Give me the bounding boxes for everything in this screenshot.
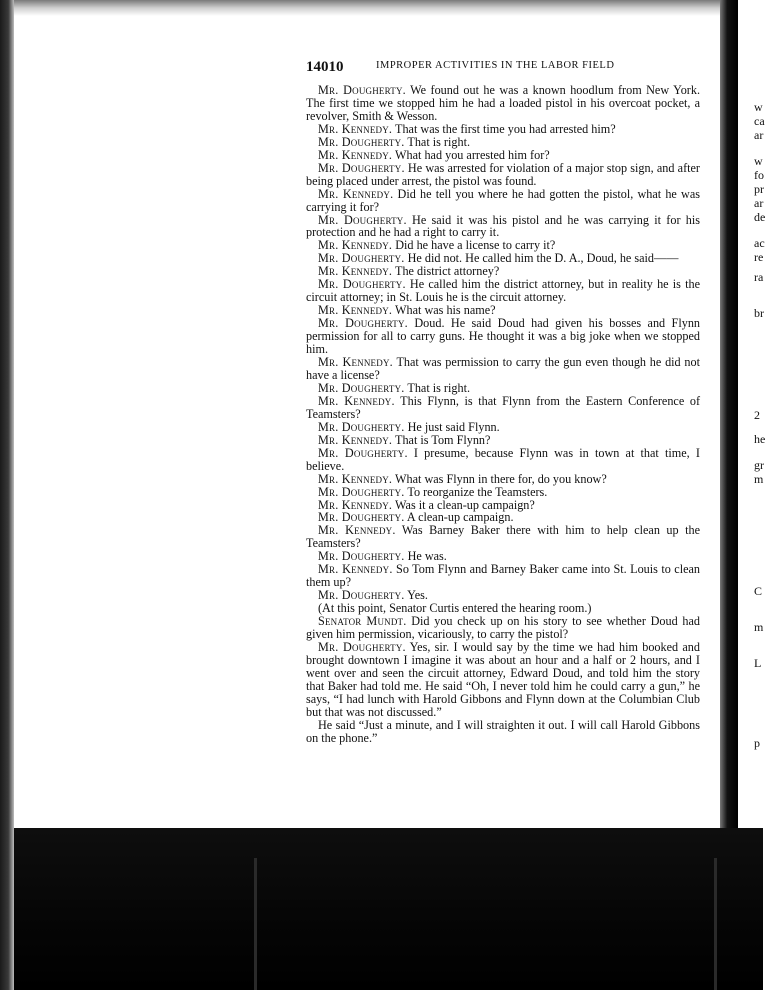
paragraph-text: That is Tom Flynn? xyxy=(395,432,491,447)
paragraph-text: To reorganize the Teamsters. xyxy=(407,484,548,499)
speaker-name: Mr. Dougherty. xyxy=(318,316,408,331)
paragraph-text: That is right. xyxy=(407,134,470,149)
speaker-name: Mr. Dougherty. xyxy=(318,419,405,434)
facing-page-fragment: w xyxy=(754,154,763,168)
speaker-name: Mr. Dougherty. xyxy=(318,83,406,97)
transcript-paragraph xyxy=(306,162,700,188)
speaker-name: Mr. Dougherty. xyxy=(318,549,405,564)
speaker-name: Mr. Kennedy. xyxy=(318,121,393,136)
facing-page-fragment: m xyxy=(754,472,764,486)
transcript-paragraph xyxy=(306,317,700,356)
paragraph-text: Yes. xyxy=(407,588,428,603)
speaker-name: Mr. Kennedy. xyxy=(318,562,393,577)
speaker-name: Mr. Dougherty. xyxy=(318,160,405,175)
facing-page-fragment: L xyxy=(754,656,762,670)
paragraph-text: He was arrested for violation of a major stop sign, and after being placed under arrest, the pistol was found. xyxy=(306,160,700,188)
scan-bottom-background xyxy=(14,828,763,990)
facing-page-fragment: fo xyxy=(754,168,764,182)
speaker-name: Mr. Kennedy. xyxy=(318,186,394,201)
speaker-name: Mr. Dougherty. xyxy=(318,484,405,499)
speaker-name: Mr. Kennedy. xyxy=(318,264,393,279)
paragraph-text: Did you check up on his story to see whether Doud had given him permission, vicariously, to carry the pistol? xyxy=(306,614,700,642)
paragraph-text: Did he have a license to carry it? xyxy=(395,238,556,253)
page-header xyxy=(306,58,706,78)
speaker-name: Mr. Dougherty. xyxy=(318,380,405,395)
facing-page-fragment: ar xyxy=(754,196,764,210)
page-top-shadow xyxy=(14,0,726,16)
speaker-name: Mr. Dougherty. xyxy=(318,134,405,149)
speaker-name: Mr. Dougherty. xyxy=(318,277,406,292)
speaker-name: Mr. Kennedy. xyxy=(318,523,396,538)
paragraph-text: He did not. He called him the D. A., Doud, he said—— xyxy=(407,251,679,266)
paragraph-text: So Tom Flynn and Barney Baker came into St. Louis to clean them up? xyxy=(306,562,700,590)
paragraph-text: (At this point, Senator Curtis entered the hearing room.) xyxy=(318,601,592,616)
speaker-name: Senator Mundt. xyxy=(318,614,407,629)
speaker-name: Mr. Kennedy. xyxy=(318,238,393,253)
transcript-paragraph xyxy=(306,278,700,304)
transcript-paragraph xyxy=(306,615,700,641)
speaker-name: Mr. Kennedy. xyxy=(318,355,393,370)
transcript-paragraph xyxy=(306,395,700,421)
speaker-name: Mr. Kennedy. xyxy=(318,303,393,318)
speaker-name: Mr. Kennedy. xyxy=(318,497,393,512)
facing-page-fragment: gr xyxy=(754,458,764,472)
paragraph-text: He said “Just a minute, and I will straighten it out. I will call Harold Gibbons on the phone.” xyxy=(306,717,700,745)
transcript-paragraph xyxy=(306,447,700,473)
speaker-name: Mr. Dougherty. xyxy=(318,588,405,603)
facing-page-fragment: m xyxy=(754,620,764,634)
speaker-name: Mr. Kennedy. xyxy=(318,471,393,486)
facing-page-fragment: ra xyxy=(754,270,764,284)
facing-page-fragment: br xyxy=(754,306,764,320)
facing-page-fragment: 2 xyxy=(754,408,760,422)
paragraph-text: This Flynn, is that Flynn from the Eastern Conference of Teamsters? xyxy=(306,393,700,421)
paragraph-text: The district attorney? xyxy=(395,264,500,279)
paragraph-text: What was Flynn in there for, do you know? xyxy=(395,471,607,486)
speaker-name: Mr. Kennedy. xyxy=(318,393,395,408)
running-title: IMPROPER ACTIVITIES IN THE LABOR FIELD xyxy=(376,60,615,71)
page-number: 14010 xyxy=(306,59,344,75)
paragraph-text: Was it a clean-up campaign? xyxy=(395,497,535,512)
paragraph-text: He just said Flynn. xyxy=(407,419,500,434)
facing-page-fragment: p xyxy=(754,736,760,750)
speaker-name: Mr. Kennedy. xyxy=(318,147,393,162)
paragraph-text: What was his name? xyxy=(395,303,496,318)
transcript-body xyxy=(306,84,700,745)
speaker-name: Mr. Dougherty. xyxy=(318,212,407,227)
paragraph-text: We found out he was a known hoodlum from New York. The first time we stopped him he had a loaded pistol in his overcoat pocket, a revolver, Smith & Wesson. xyxy=(306,83,700,123)
transcript-paragraph xyxy=(306,641,700,719)
paragraph-text: He was. xyxy=(407,549,447,564)
transcript-paragraph xyxy=(306,563,700,589)
facing-page-fragment: ac xyxy=(754,236,765,250)
transcript-paragraph xyxy=(306,356,700,382)
paragraph-text: Did he tell you where he had gotten the pistol, what he was carrying it for? xyxy=(306,186,700,214)
paragraph-text: Yes, sir. I would say by the time we had him booked and brought downtown I imagine it was about an hour and a half or 2 hours, and I went over and seen the circuit attorney, Edward Doud, and told him the story that Baker had told me. He said “Oh, I never told him he could carry a gun,” he says, “I had lunch with Harold Gibbons and Flynn down at the Columbian Club but that was not discussed.” xyxy=(306,639,700,719)
paragraph-text: Was Barney Baker there with him to help clean up the Teamsters? xyxy=(306,523,700,551)
transcript-paragraph xyxy=(306,719,700,745)
paragraph-text: He said it was his pistol and he was carrying it for his protection and he had a right to carry it. xyxy=(306,212,701,240)
paragraph-text: That was the first time you had arrested him? xyxy=(395,121,616,136)
speaker-name: Mr. Dougherty. xyxy=(318,445,408,460)
facing-page-fragment: de xyxy=(754,210,765,224)
paragraph-text: A clean-up campaign. xyxy=(406,510,514,525)
facing-page-edge xyxy=(738,0,763,828)
transcript-paragraph xyxy=(306,214,700,240)
transcript-paragraph xyxy=(306,188,700,214)
speaker-name: Mr. Dougherty. xyxy=(318,639,406,654)
facing-page-fragment: ca xyxy=(754,114,765,128)
facing-page-fragment: w xyxy=(754,100,763,114)
paragraph-text: I presume, because Flynn was in town at that time, I believe. xyxy=(306,445,700,473)
facing-page-fragment: ar xyxy=(754,128,764,142)
scan-left-edge xyxy=(0,0,14,990)
speaker-name: Mr. Dougherty. xyxy=(318,510,405,525)
facing-page-fragment: he xyxy=(754,432,765,446)
paragraph-text: He called him the district attorney, but in reality he is the circuit attorney; in St. Louis he is the circuit attorney. xyxy=(306,277,700,305)
paragraph-text: That is right. xyxy=(407,380,470,395)
speaker-name: Mr. Dougherty. xyxy=(318,251,405,266)
speaker-name: Mr. Kennedy. xyxy=(318,432,393,447)
facing-page-fragment: pr xyxy=(754,182,764,196)
paragraph-text: Doud. He said Doud had given his bosses and Flynn permission for all to carry guns. He thought it was a big joke when we stopped him. xyxy=(306,316,701,357)
facing-page-fragment: re xyxy=(754,250,764,264)
transcript-paragraph xyxy=(306,524,700,550)
facing-page-fragment: C xyxy=(754,584,763,598)
paragraph-text: That was permission to carry the gun even though he did not have a license? xyxy=(306,355,700,382)
paragraph-text: What had you arrested him for? xyxy=(395,147,550,162)
transcript-paragraph xyxy=(306,84,700,123)
